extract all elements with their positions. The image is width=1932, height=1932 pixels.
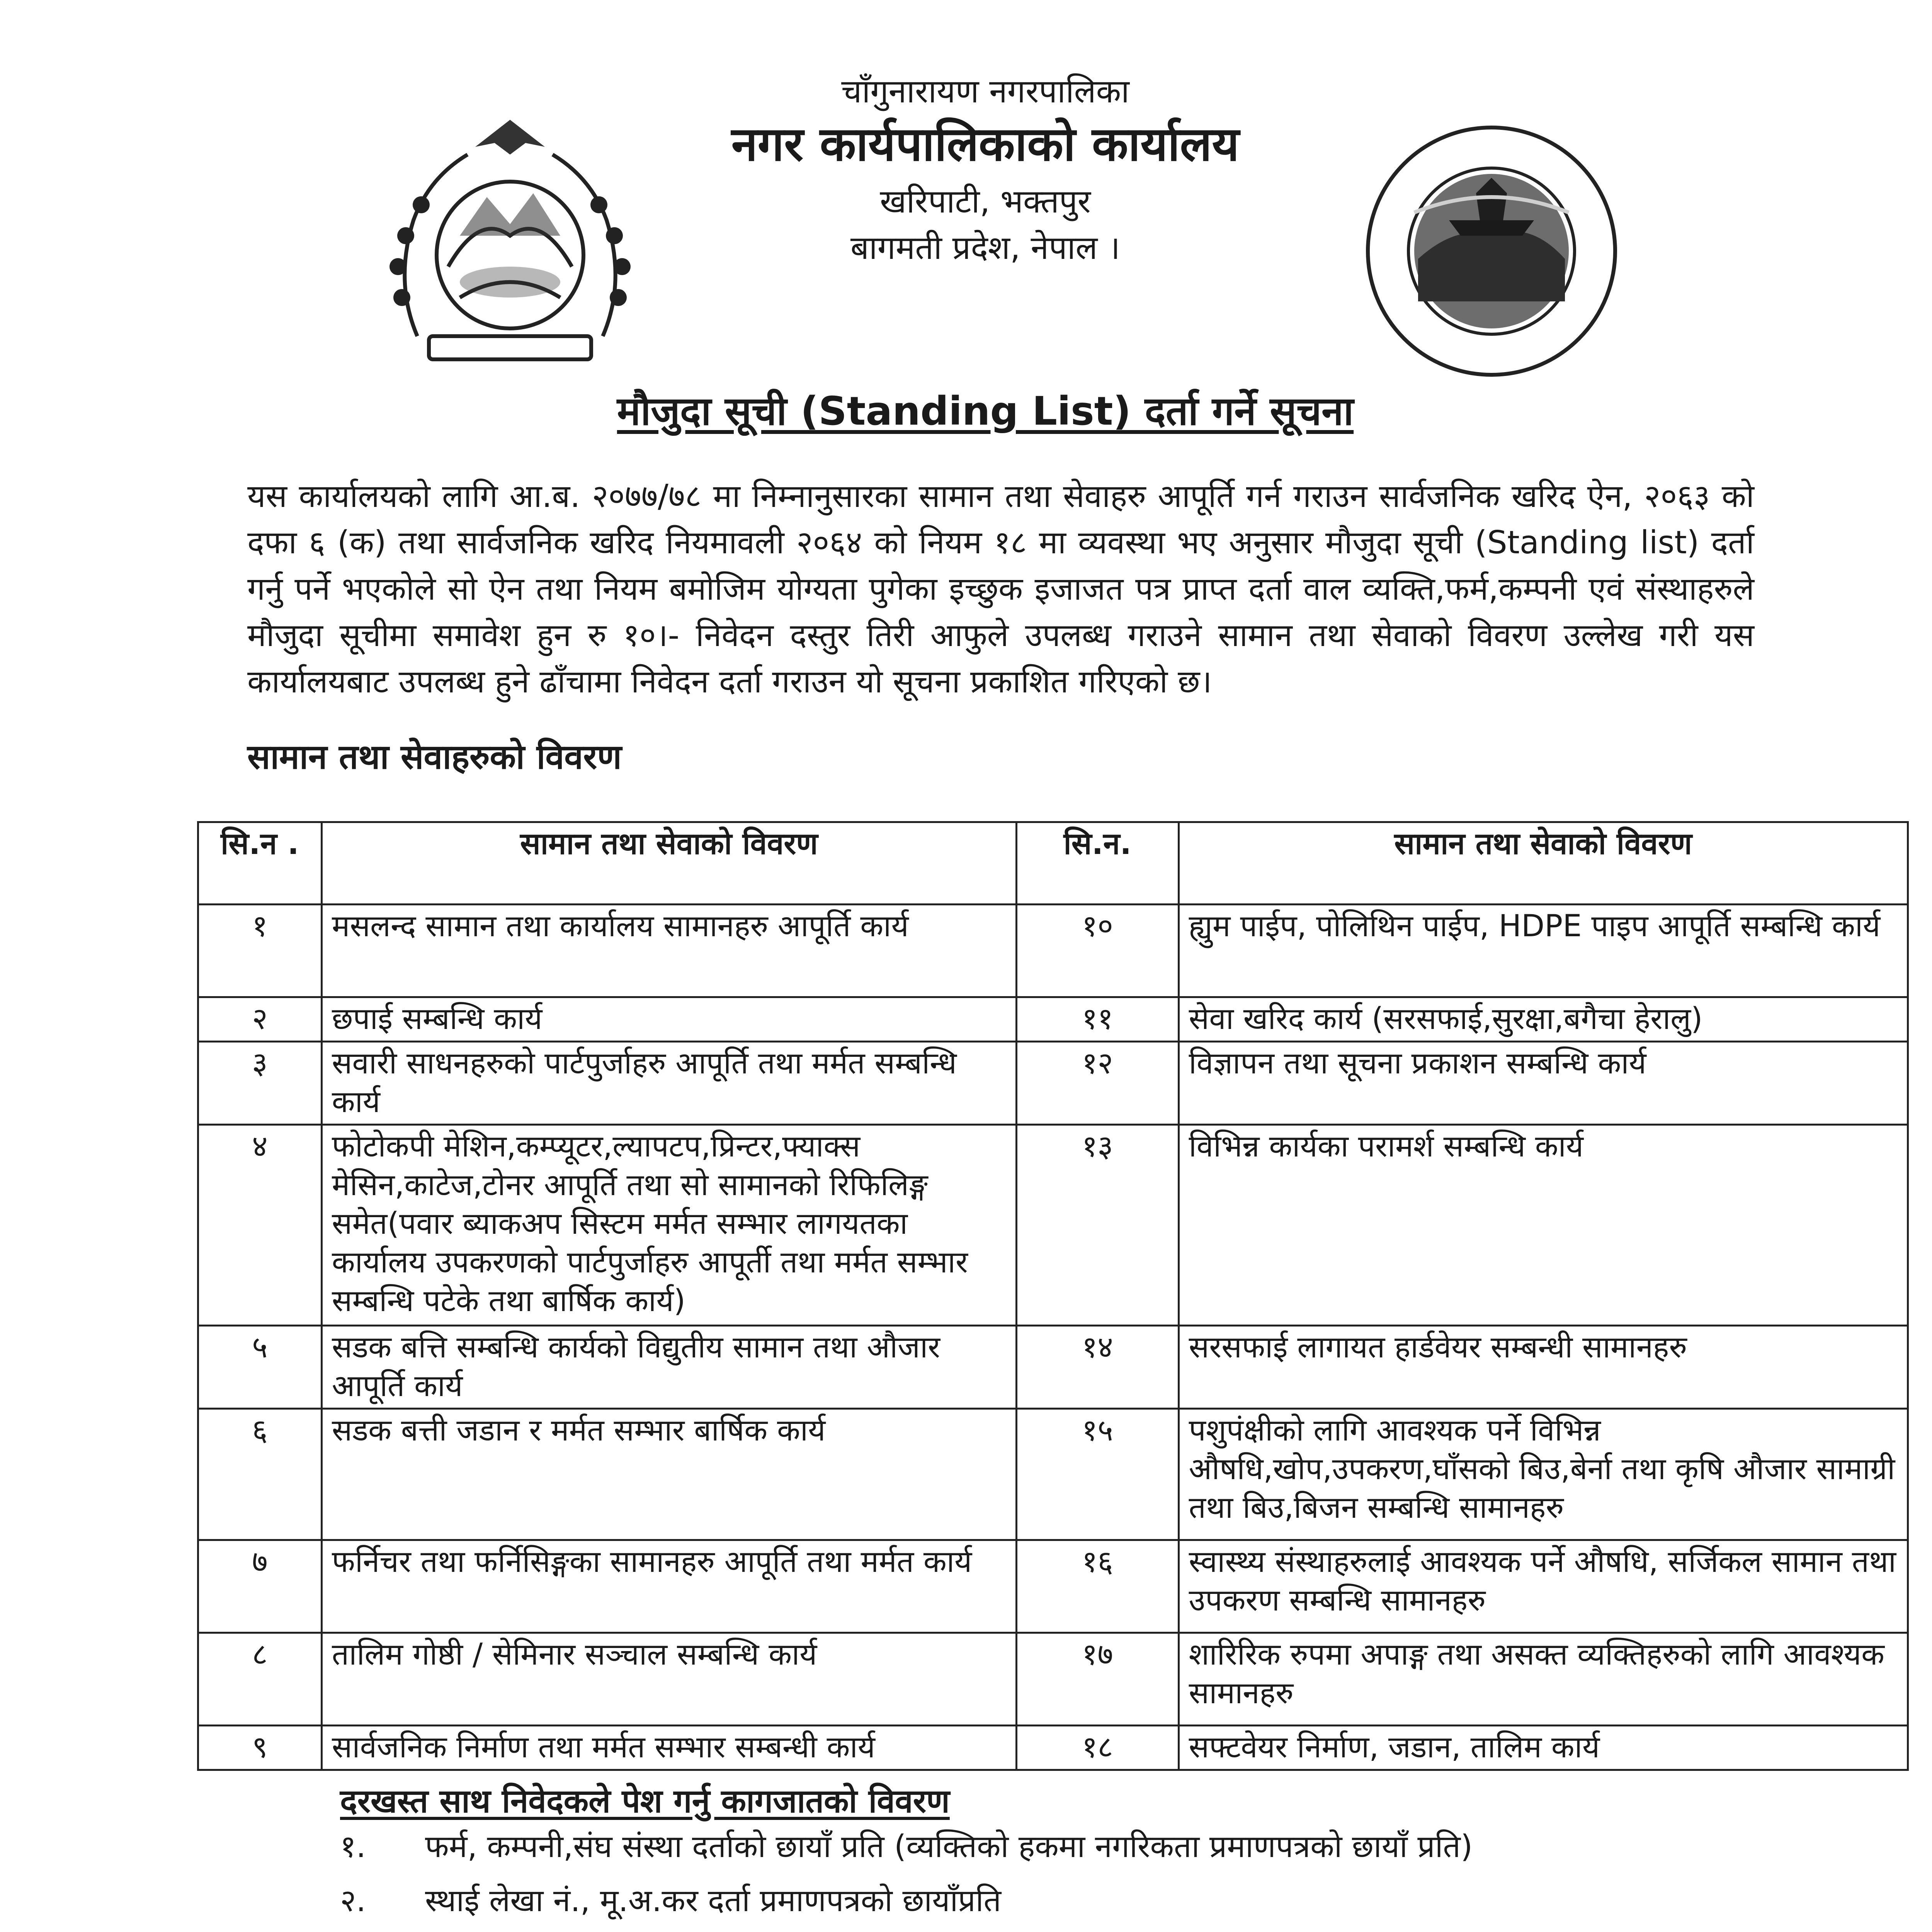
row-sn-right: १७ xyxy=(1017,1633,1179,1726)
table-row xyxy=(198,1125,1908,1326)
items-table xyxy=(197,821,1909,1771)
table-row xyxy=(198,1042,1908,1125)
table-row xyxy=(198,1726,1908,1770)
row-desc-right: ह्युम पाईप, पोलिथिन पाईप, HDPE पाइप आपूर्ति सम्बन्धि कार्य xyxy=(1179,905,1908,997)
row-sn-left: २ xyxy=(198,997,322,1042)
row-sn-right: १२ xyxy=(1017,1042,1179,1125)
row-desc-left: सवारी साधनहरुको पार्टपुर्जाहरु आपूर्ति तथा मर्मत सम्बन्धि कार्य xyxy=(321,1042,1016,1125)
row-desc-left: सार्वजनिक निर्माण तथा मर्मत सम्भार सम्बन्धी कार्य xyxy=(321,1726,1016,1770)
row-sn-left: ५ xyxy=(198,1326,322,1409)
office-province: बागमती प्रदेश, नेपाल । xyxy=(850,229,1121,267)
document-item: स्थाई लेखा नं., मू.अ.कर दर्ता प्रमाणपत्रको छायाँप्रति xyxy=(425,1883,1002,1918)
row-desc-right: सफ्टवेयर निर्माण, जडान, तालिम कार्य xyxy=(1179,1726,1908,1770)
row-sn-right: १६ xyxy=(1017,1540,1179,1633)
row-sn-left: ८ xyxy=(198,1633,322,1726)
table-row xyxy=(198,1326,1908,1409)
row-desc-left: तालिम गोष्ठी / सेमिनार सञ्चाल सम्बन्धि कार्य xyxy=(321,1633,1016,1726)
row-desc-right: सरसफाई लागायत हार्डवेयर सम्बन्धी सामानहरु xyxy=(1179,1326,1908,1409)
row-desc-right: सेवा खरिद कार्य (सरसफाई,सुरक्षा,बगैचा हेरालु) xyxy=(1179,997,1908,1042)
table-row xyxy=(198,1540,1908,1633)
municipality-name: चाँगुनारायण नगरपालिका xyxy=(841,72,1129,110)
row-sn-left: ९ xyxy=(198,1726,322,1770)
row-sn-right: १० xyxy=(1017,905,1179,997)
table-header-row xyxy=(198,822,1908,905)
row-desc-right: विज्ञापन तथा सूचना प्रकाशन सम्बन्धि कार्य xyxy=(1179,1042,1908,1125)
document-item-number: २. xyxy=(340,1883,366,1918)
row-desc-left: फर्निचर तथा फर्निसिङ्गका सामानहरु आपूर्ति तथा मर्मत कार्य xyxy=(321,1540,1016,1633)
col-header-sn-2: सि.न. xyxy=(1017,822,1179,905)
row-desc-left: सडक बत्ति सम्बन्धि कार्यको विद्युतीय सामान तथा औजार आपूर्ति कार्य xyxy=(321,1326,1016,1409)
table-row xyxy=(198,1409,1908,1540)
row-desc-left: छपाई सम्बन्धि कार्य xyxy=(321,997,1016,1042)
row-desc-right: शारिरिक रुपमा अपाङ्ग तथा असक्त व्यक्तिहरुको लागि आवश्यक सामानहरु xyxy=(1179,1633,1908,1726)
col-header-desc-2: सामान तथा सेवाको विवरण xyxy=(1179,822,1908,905)
row-desc-right: विभिन्न कार्यका परामर्श सम्बन्धि कार्य xyxy=(1179,1125,1908,1326)
row-desc-right: स्वास्थ्य संस्थाहरुलाई आवश्यक पर्ने औषधि, सर्जिकल सामान तथा उपकरण सम्बन्धि सामानहरु xyxy=(1179,1540,1908,1633)
row-sn-right: १३ xyxy=(1017,1125,1179,1326)
row-desc-left: सडक बत्ती जडान र मर्मत सम्भार बार्षिक कार्य xyxy=(321,1409,1016,1540)
table-row xyxy=(198,997,1908,1042)
row-sn-left: ४ xyxy=(198,1125,322,1326)
office-name: नगर कार्यपालिकाको कार्यालय xyxy=(731,117,1240,172)
col-header-sn-1: सि.न . xyxy=(198,822,322,905)
intro-paragraph: यस कार्यालयको लागि आ.ब. २०७७/७८ मा निम्नानुसारका सामान तथा सेवाहरु आपूर्ति गर्न गराउन सार्वजनिक खरिद ऐन, २०६३ को दफा ६ (क) तथा सार्वजनिक खरिद नियमावली २०६४ को नियम १८ मा व्यवस्था भए अनुसार मौजुदा सूची (Standing list) दर्ता गर्नु पर्ने भएकोले सो ऐन तथा नियम बमोजिम योग्यता पुगेका इच्छुक इजाजत पत्र प्राप्त दर्ता वाल व्यक्ति,फर्म,कम्पनी एवं संस्थाहरुले मौजुदा सूचीमा समावेश हुन रु १०।- निवेदन दस्तुर तिरी आफुले उपलब्ध गराउने सामान तथा सेवाको विवरण उल्लेख गरी यस कार्यालयबाट उपलब्ध हुने ढाँचामा निवेदन दर्ता गराउन यो सूचना प्रकाशित गरिएको छ। xyxy=(247,478,1754,700)
row-desc-left: फोटोकपी मेशिन,कम्प्यूटर,ल्यापटप,प्रिन्टर,फ्याक्स मेसिन,काटेज,टोनर आपूर्ति तथा सो सामानको रिफिलिङ्ग समेत(पवार ब्याकअप सिस्टम मर्मत सम्भार लागयतका कार्यालय उपकरणको पार्टपुर्जाहरु आपूर्ती तथा मर्मत सम्भार सम्बन्धि पटेके तथा बार्षिक कार्य) xyxy=(321,1125,1016,1326)
col-header-desc-1: सामान तथा सेवाको विवरण xyxy=(321,822,1016,905)
row-sn-right: १४ xyxy=(1017,1326,1179,1409)
documents-heading: दरखस्त साथ निवेदकले पेश गर्नु कागजातको विवरण xyxy=(340,1782,950,1820)
row-sn-right: ११ xyxy=(1017,997,1179,1042)
row-sn-left: ७ xyxy=(198,1540,322,1633)
notice-title: मौजुदा सूची (Standing List) दर्ता गर्ने सूचना xyxy=(617,388,1354,434)
office-location: खरिपाटी, भक्तपुर xyxy=(880,182,1091,220)
table-row xyxy=(198,905,1908,997)
row-sn-left: १ xyxy=(198,905,322,997)
row-sn-left: ६ xyxy=(198,1409,322,1540)
document-item: फर्म, कम्पनी,संघ संस्था दर्ताको छायाँ प्रति (व्यक्तिको हकमा नगरिकता प्रमाणपत्रको छायाँ प्रति) xyxy=(425,1828,1473,1864)
table-row xyxy=(198,1633,1908,1726)
row-desc-left: मसलन्द सामान तथा कार्यालय सामानहरु आपूर्ति कार्य xyxy=(321,905,1016,997)
row-desc-right: पशुपंक्षीको लागि आवश्यक पर्ने विभिन्न औषधि,खोप,उपकरण,घाँसको बिउ,बेर्ना तथा कृषि औजार सामाग्री तथा बिउ,बिजन सम्बन्धि सामानहरु xyxy=(1179,1409,1908,1540)
document-item-number: १. xyxy=(340,1828,366,1864)
row-sn-right: १५ xyxy=(1017,1409,1179,1540)
row-sn-right: १८ xyxy=(1017,1726,1179,1770)
row-sn-left: ३ xyxy=(198,1042,322,1125)
items-section-heading: सामान तथा सेवाहरुको विवरण xyxy=(247,737,622,777)
